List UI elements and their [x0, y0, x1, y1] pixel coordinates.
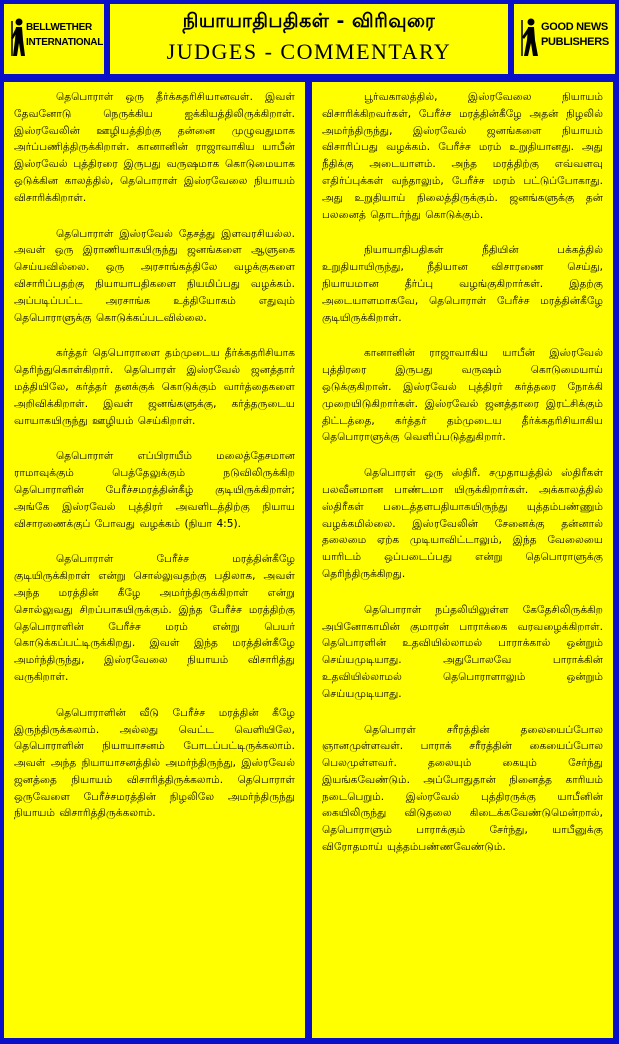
right-paragraph-3: கானானின் ராஜாவாகிய யாபீன் இஸ்ரவேல் புத்திரரை இருபது வருஷம் கொடுமையாய் ஒடுக்குகிறான். இஸ்ரவேல் புத்திரர் கர்த்தரை நோக்கி முறையிடுகிறார்கள். இஸ்ரவேல் ஜனத்தாரை இரட்சிக்கும் திட்டத்தை, கர்த்தர் தம்முடைய தீர்க்கதரிசியாகிய தெபொராளுக்கு வெளிப்படுத்துகிறார்.	[322, 347, 603, 444]
right-paragraph-5: தெபொராள் நப்தலியிலுள்ள கேதேசிலிருக்கிற அபினோகாமின் குமாரன் பாராக்கை வரவழைக்கிறாள். தெபொரளின் உதவியில்லாமல் பாராக்கால் ஒன்றும் செய்யமுடியாது. அதுபோலவே பாராக்கின் உதவியில்லாமல் தெபொராளாலும் ஒன்றும் செய்யமுடியாது.	[322, 603, 603, 700]
right-paragraph-6: தெபொரள் சரீரத்தின் தலையைப்போல ஞானமுள்ளவள். பாராக் சரீரத்தின் கையைப்போல பெலமுள்ளவர். தலையும் கையும் சேர்ந்து இயங்கவேண்டும். அப்போதுதான் நினைத்த காரியம் நடைபெறும். இஸ்ரவேல் புத்திரருக்கு யாபீனின் கையிலிருந்து விடுதலை கிடைக்கவேண்டுமென்றால், தெபொராளும் பாராக்கும் சேர்ந்து, யாபீனுக்கு விரோதமாய் யுத்தம்பண்ணவேண்டும்.	[322, 723, 603, 854]
right-column	[312, 82, 613, 1038]
good-news-logo-text	[541, 20, 609, 50]
left-column	[4, 82, 305, 1038]
bellwether-line1: BELLWETHER	[26, 22, 92, 33]
left-paragraph-1: தெபொராள் ஒரு தீர்க்கதரிசியானவள். இவள் தேவனோடு நெருக்கிய ஐக்கியத்திலிருக்கிறாள். இஸ்ரவேலின் ஊழியத்திற்கு தன்னை முழுவதுமாக அர்ப்பணித்திருக்கிறாள். கானானின் ராஜாவாகிய யாபீன் இஸ்ரவேல் புத்திரரை இருபது வருஷமாக கொடுமையாக ஒடுக்கின காலத்தில், தெபொராள் இஸ்ரவேலை நியாயம் விசாரிக்கிறாள்.	[14, 91, 295, 204]
right-paragraph-2: நியாயாதிபதிகள் நீதியின் பக்கத்தில் உறுதியாயிருந்து, நீதியான விசாரணை செய்து, நியாயமான தீர்ப்பு வழங்குகிறார்கள். இதற்கு அடையாளமாகவே, தெபொராள் பேரீச்ச மரத்தின்கீழே குடியிருக்கிறாள்.	[322, 244, 603, 324]
page-title-english: JUDGES - COMMENTARY	[166, 39, 452, 64]
page-title-box	[110, 4, 508, 74]
right-paragraph-4: தெபொரள் ஒரு ஸ்திரீ. சமுதாயத்தில் ஸ்திரீகள் பலவீனமான பாண்டமா யிருக்கிறார்கள். அக்காலத்தில் ஸ்திரீகள் படைத்தளபதியாகயிருந்து யுத்தம்பண்ணும் வழக்கமில்லை. இஸ்ரவேலின் சேனைக்கு தன்னால் தலைமை ஏற்க முடியாவிட்டாலும், இந்த வேலையை யாரிடம் ஒப்படைப்பது என்று தெபொராளுக்கு தெரிந்திருக்கிறது.	[322, 467, 603, 580]
right-paragraph-1: பூர்வகாலத்தில், இஸ்ரவேலை நியாயம் விசாரிக்கிறவர்கள், பேரீச்ச மரத்தின்கீழே அதன் நிழலில் அமர்ந்திருந்து, இஸ்ரவேல் ஜனங்களை நியாயம் விசாரிப்பது வழக்கம். பேரீச்ச மரம் உறுதியானது. அது நீதிக்கு அடையாளம். அந்த மரத்திற்கு எவ்வளவு எதிர்ப்புக்கள் வந்தாலும், பேரீச்ச மரம் பட்டுப்போகாது. அது உறுதியாய் நிலைத்திருக்கும். ஜனங்களுக்கு தன் பலனைத் தொடர்ந்து கொடுக்கும்.	[322, 91, 603, 221]
good-news-line1: GOOD NEWS	[541, 21, 608, 33]
page-title-tamil: நியாயாதிபதிகள் - விரிவுரை	[182, 10, 436, 32]
left-paragraph-6: தெபொராளின் வீடு பேரீச்ச மரத்தின் கீழே இருந்திருக்கலாம். அல்லது வெட்ட வெளியிலே, தெபொராளின் நியாயாசனம் போடப்பட்டிருக்கலாம். அவள் அந்த நியாயாசனத்தில் அமர்ந்திருந்து, இஸ்ரவேல் ஜனத்தை நியாயம் விசாரித்திருக்கலாம். தெபொராள் ஒருவேளை பேரீச்சமரத்தின் நிழலிலே அமர்ந்திருந்து நியாயம் விசாரித்திருக்கலாம்.	[14, 706, 295, 820]
left-paragraph-5: தெபொராள் பேரீச்ச மரத்தின்கீழே குடியிருக்கிறாள் என்று சொல்லுவதற்கு பதிலாக, அவள் அந்த மரத்தின் கீழே அமர்ந்திருக்கிறாள் என்று சொல்லுவது சிறப்பாகயிருக்கும். இந்த பேரீச்ச மரத்திற்கு தெபொராளின் பேரீச்ச மரம் என்று பெயர் கொடுக்கப்பட்டிருக்கிறது. இவள் இந்த மரத்தின்கீழே அமர்ந்திருந்து, இஸ்ரவேலை நியாயம் விசாரித்து வருகிறாள்.	[14, 553, 295, 683]
left-paragraph-3: கர்த்தர் தெபொராளை தம்முடைய தீர்க்கதரிசியாக தெரிந்துகொள்கிறார். தெபொரள் இஸ்ரவேல் ஜனத்தார் மத்தியிலே, கர்த்தர் தனக்குக் கொடுக்கும் வார்த்தைகளை அறிவிக்கிறாள். இவள் ஜனங்களுக்கு, கர்த்தருடைய வாயாகயிருந்து ஊழியம் செய்கிறாள்.	[14, 347, 295, 427]
bellwether-logo	[4, 4, 104, 74]
good-news-line2: PUBLISHERS	[541, 36, 609, 48]
left-paragraph-4: தெபொராள் எப்பிராயீம் மலைத்தேசமான ராமாவுக்கும் பெத்தேலுக்கும் நடுவிலிருக்கிற தெபொராளின் பேரீச்சமரத்தின்கீழ் குடியிருக்கிறாள்; அங்கே இஸ்ரவேல் புத்திரர் அவளிடத்திற்கு நியாய விசாரணைக்குப் போவது வழக்கம் (நியா 4:5).	[14, 450, 295, 530]
walking-figure-icon	[10, 18, 26, 58]
bellwether-logo-text	[26, 20, 103, 50]
left-paragraph-2: தெபொராள் இஸ்ரவேல் தேசத்து இளவரசியல்ல. அவள் ஒரு இராணியாகயிருந்து ஜனங்களை ஆளுகை செய்யவில்லை. ஒரு அரசாங்கத்திலே வழக்குகளை விசாரிப்பதற்கு நியாயாபதிகளை நியமிப்பது வழக்கம். அப்படிப்பட்ட அரசாங்க உத்தியோகம் எதுவும் தெபொராளுக்கு கொடுக்கப்படவில்லை.	[14, 227, 295, 324]
bellwether-line2: INTERNATIONAL	[26, 37, 104, 48]
good-news-logo	[514, 4, 615, 74]
walking-figure-icon	[520, 18, 540, 58]
